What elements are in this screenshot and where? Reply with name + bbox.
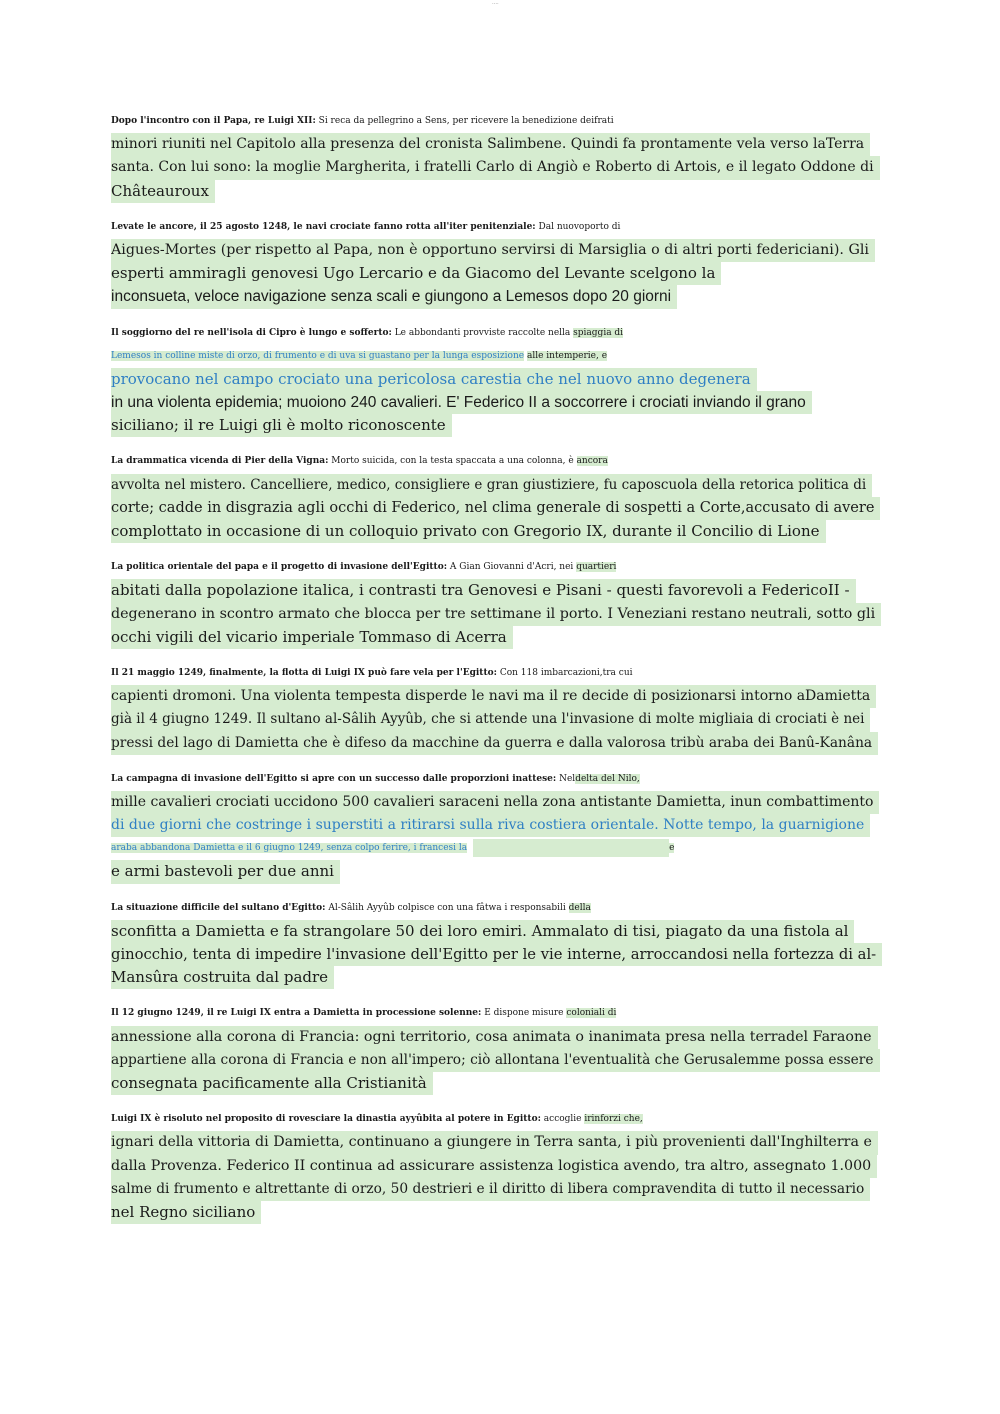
text-run: E dispone misure <box>481 1008 564 1019</box>
highlighted-line: Aigues-Mortes (per rispetto al Papa, non è opportuno servirsi di Marsiglia o di altri porti federiciani). Gli <box>111 239 875 262</box>
paragraph-lead: La politica orientale del papa e il progetto di invasione dell'Egitto: <box>111 562 448 573</box>
text-run: Al-Sâlih Ayyûb colpisce con una fâtwa i responsabili <box>328 902 566 913</box>
paragraph-lead: La situazione difficile del sultano d'Egitto: <box>111 902 326 913</box>
highlighted-run: quartieri <box>576 562 617 573</box>
highlighted-line: degenerano in scontro armato che blocca per tre settimane il porto. I Veneziani restano neutrali, sotto gli <box>111 603 881 626</box>
text-run: Morto suicida, con la testa spaccata a una colonna, è <box>331 456 574 467</box>
highlighted-line: esperti ammiragli genovesi Ugo Lercario e da Giacomo del Levante scelgono la <box>111 262 721 285</box>
highlighted-line: occhi vigili del vicario imperiale Tommaso di Acerra <box>111 626 513 649</box>
highlighted-run: irinforzi che, <box>584 1114 643 1125</box>
highlighted-line: capienti dromoni. Una violenta tempesta disperde le navi ma il re decide di posizionarsi intorno aDamietta <box>111 685 876 708</box>
paragraph-lead: Luigi IX è risoluto nel proposito di rovesciare la dinastia ayyûbita al potere in Egitto: <box>111 1114 541 1125</box>
highlighted-line: nel Regno siciliano <box>111 1201 261 1224</box>
highlighted-line: complottato in occasione di un colloquio privato con Gregorio IX, durante il Concilio di Lione <box>111 520 826 543</box>
highlighted-line: avvolta nel mistero. Cancelliere, medico, consigliere e gran giustiziere, fu caposcuola della retorica politica di <box>111 474 872 497</box>
paragraph <box>111 110 886 203</box>
paragraph <box>111 768 886 884</box>
paragraph <box>111 1002 886 1095</box>
highlighted-line: Châteauroux <box>111 180 215 203</box>
highlighted-line: ignari della vittoria di Damietta, continuano a giungere in Terra santa, i più provenienti dall'Inghilterra e <box>111 1131 878 1154</box>
highlighted-run: e <box>669 843 675 854</box>
highlighted-line: sconfitta a Damietta e fa strangolare 50 dei loro emiri. Ammalato di tisi, piagato da una fistola al <box>111 920 854 943</box>
highlighted-line: di due giorni che costringe i superstiti a ritirarsi sulla riva costiera orientale. Notte tempo, la guarnigione <box>111 814 870 837</box>
highlighted-run: coloniali di <box>566 1008 617 1019</box>
highlighted-line: santa. Con lui sono: la moglie Margherita, i fratelli Carlo di Angiò e Roberto di Artois, e il legato Oddone di <box>111 156 880 179</box>
highlighted-line: siciliano; il re Luigi gli è molto riconoscente <box>111 414 452 437</box>
highlighted-run: ancora <box>576 456 608 467</box>
text-run: A Gian Giovanni d'Acri, nei <box>449 562 574 573</box>
highlighted-run: Lemesos in colline miste di orzo, di frumento e di uva si guastano per la lunga esposizione <box>111 350 525 361</box>
paragraph <box>111 897 886 990</box>
text-run: Dal nuovoporto di <box>538 221 621 232</box>
text-run: Nel <box>559 773 576 784</box>
redacted-gap <box>473 839 669 857</box>
highlighted-line: pressi del lago di Damietta che è difeso da macchine da guerra e dalla valorosa tribù araba dei Banû-Kanâna <box>111 732 878 755</box>
paragraph <box>111 556 886 649</box>
paragraph-lead: La campagna di invasione dell'Egitto si apre con un successo dalle proporzioni inattese: <box>111 773 557 784</box>
highlighted-line: Mansûra costruita dal padre <box>111 966 334 989</box>
highlighted-line: appartiene alla corona di Francia e non all'impero; ciò allontana l'eventualità che Gerusalemme possa essere <box>111 1049 880 1072</box>
paragraph-lead: Il 12 giugno 1249, il re Luigi IX entra a Damietta in processione solenne: <box>111 1008 482 1019</box>
highlighted-line: ginocchio, tenta di impedire l'invasione dell'Egitto per le vie interne, arroccandosi nella fortezza di al- <box>111 943 882 966</box>
text-run: Si reca da pellegrino a Sens, per ricevere la benedizione deifrati <box>318 116 614 126</box>
highlighted-line: consegnata pacificamente alla Cristianità <box>111 1072 433 1095</box>
document-body <box>111 110 886 1237</box>
text-run: Le abbondanti provviste raccolte nella <box>394 327 571 338</box>
highlighted-line: provocano nel campo crociato una pericolosa carestia che nel nuovo anno degenera <box>111 368 757 391</box>
paragraph <box>111 662 886 755</box>
highlighted-run: della <box>568 902 591 913</box>
paragraph <box>111 322 886 438</box>
highlighted-run: spiaggia di <box>573 327 624 338</box>
highlighted-line: abitati dalla popolazione italica, i contrasti tra Genovesi e Pisani - questi favorevoli a FedericoII - <box>111 579 856 602</box>
highlighted-run: araba abbandona Damietta e il 6 giugno 1249, senza colpo ferire, i francesi la <box>111 843 468 854</box>
paragraph-lead: La drammatica vicenda di Pier della Vigna: <box>111 456 329 467</box>
highlighted-line: salme di frumento e altrettante di orzo, 50 destrieri e il diritto di libera compravendita di tutto il necessario <box>111 1178 870 1201</box>
highlighted-line: inconsueta, veloce navigazione senza scali e giungono a Lemesos dopo 20 giorni <box>111 285 677 308</box>
highlighted-line: in una violenta epidemia; muoiono 240 cavalieri. E' Federico II a soccorrere i crociati inviando il grano <box>111 391 812 414</box>
text-run: Con 118 imbarcazioni,tra cui <box>499 667 633 678</box>
highlighted-run: delta del Nilo, <box>575 773 640 784</box>
paragraph <box>111 450 886 543</box>
highlighted-line: mille cavalieri crociati uccidono 500 cavalieri saraceni nella zona antistante Damietta, inun combattimento <box>111 791 879 814</box>
highlighted-run: alle intemperie, e <box>526 350 608 361</box>
paragraph <box>111 1108 886 1224</box>
paragraph-lead: Dopo l'incontro con il Papa, re Luigi XII: <box>111 116 316 126</box>
highlighted-line: corte; cadde in disgrazia agli occhi di Federico, nel clima generale di sospetti a Corte,accusato di avere <box>111 497 880 520</box>
paragraph-lead: Il 21 maggio 1249, finalmente, la flotta di Luigi IX può fare vela per l'Egitto: <box>111 667 497 678</box>
highlighted-line: minori riuniti nel Capitolo alla presenza del cronista Salimbene. Quindi fa prontamente vela verso laTerra <box>111 133 870 156</box>
highlighted-line: dalla Provenza. Federico II continua ad assicurare assistenza logistica avendo, tra altro, assegnato 1.000 <box>111 1155 877 1178</box>
paragraph <box>111 216 886 309</box>
highlighted-line: e armi bastevoli per due anni <box>111 860 340 883</box>
highlighted-line: già il 4 giugno 1249. Il sultano al-Sâlih Ayyûb, che si attende una l'invasione di molte migliaia di crociati è nei <box>111 708 870 731</box>
highlighted-line: annessione alla corona di Francia: ogni territorio, cosa animata o inanimata presa nella terradel Faraone <box>111 1026 878 1049</box>
text-run: accoglie <box>543 1114 582 1125</box>
paragraph-lead: Il soggiorno del re nell'isola di Cipro è lungo e sofferto: <box>111 327 392 338</box>
page-header-mark: .... <box>492 0 499 6</box>
paragraph-lead: Levate le ancore, il 25 agosto 1248, le navi crociate fanno rotta all'iter penitenziale: <box>111 221 536 232</box>
